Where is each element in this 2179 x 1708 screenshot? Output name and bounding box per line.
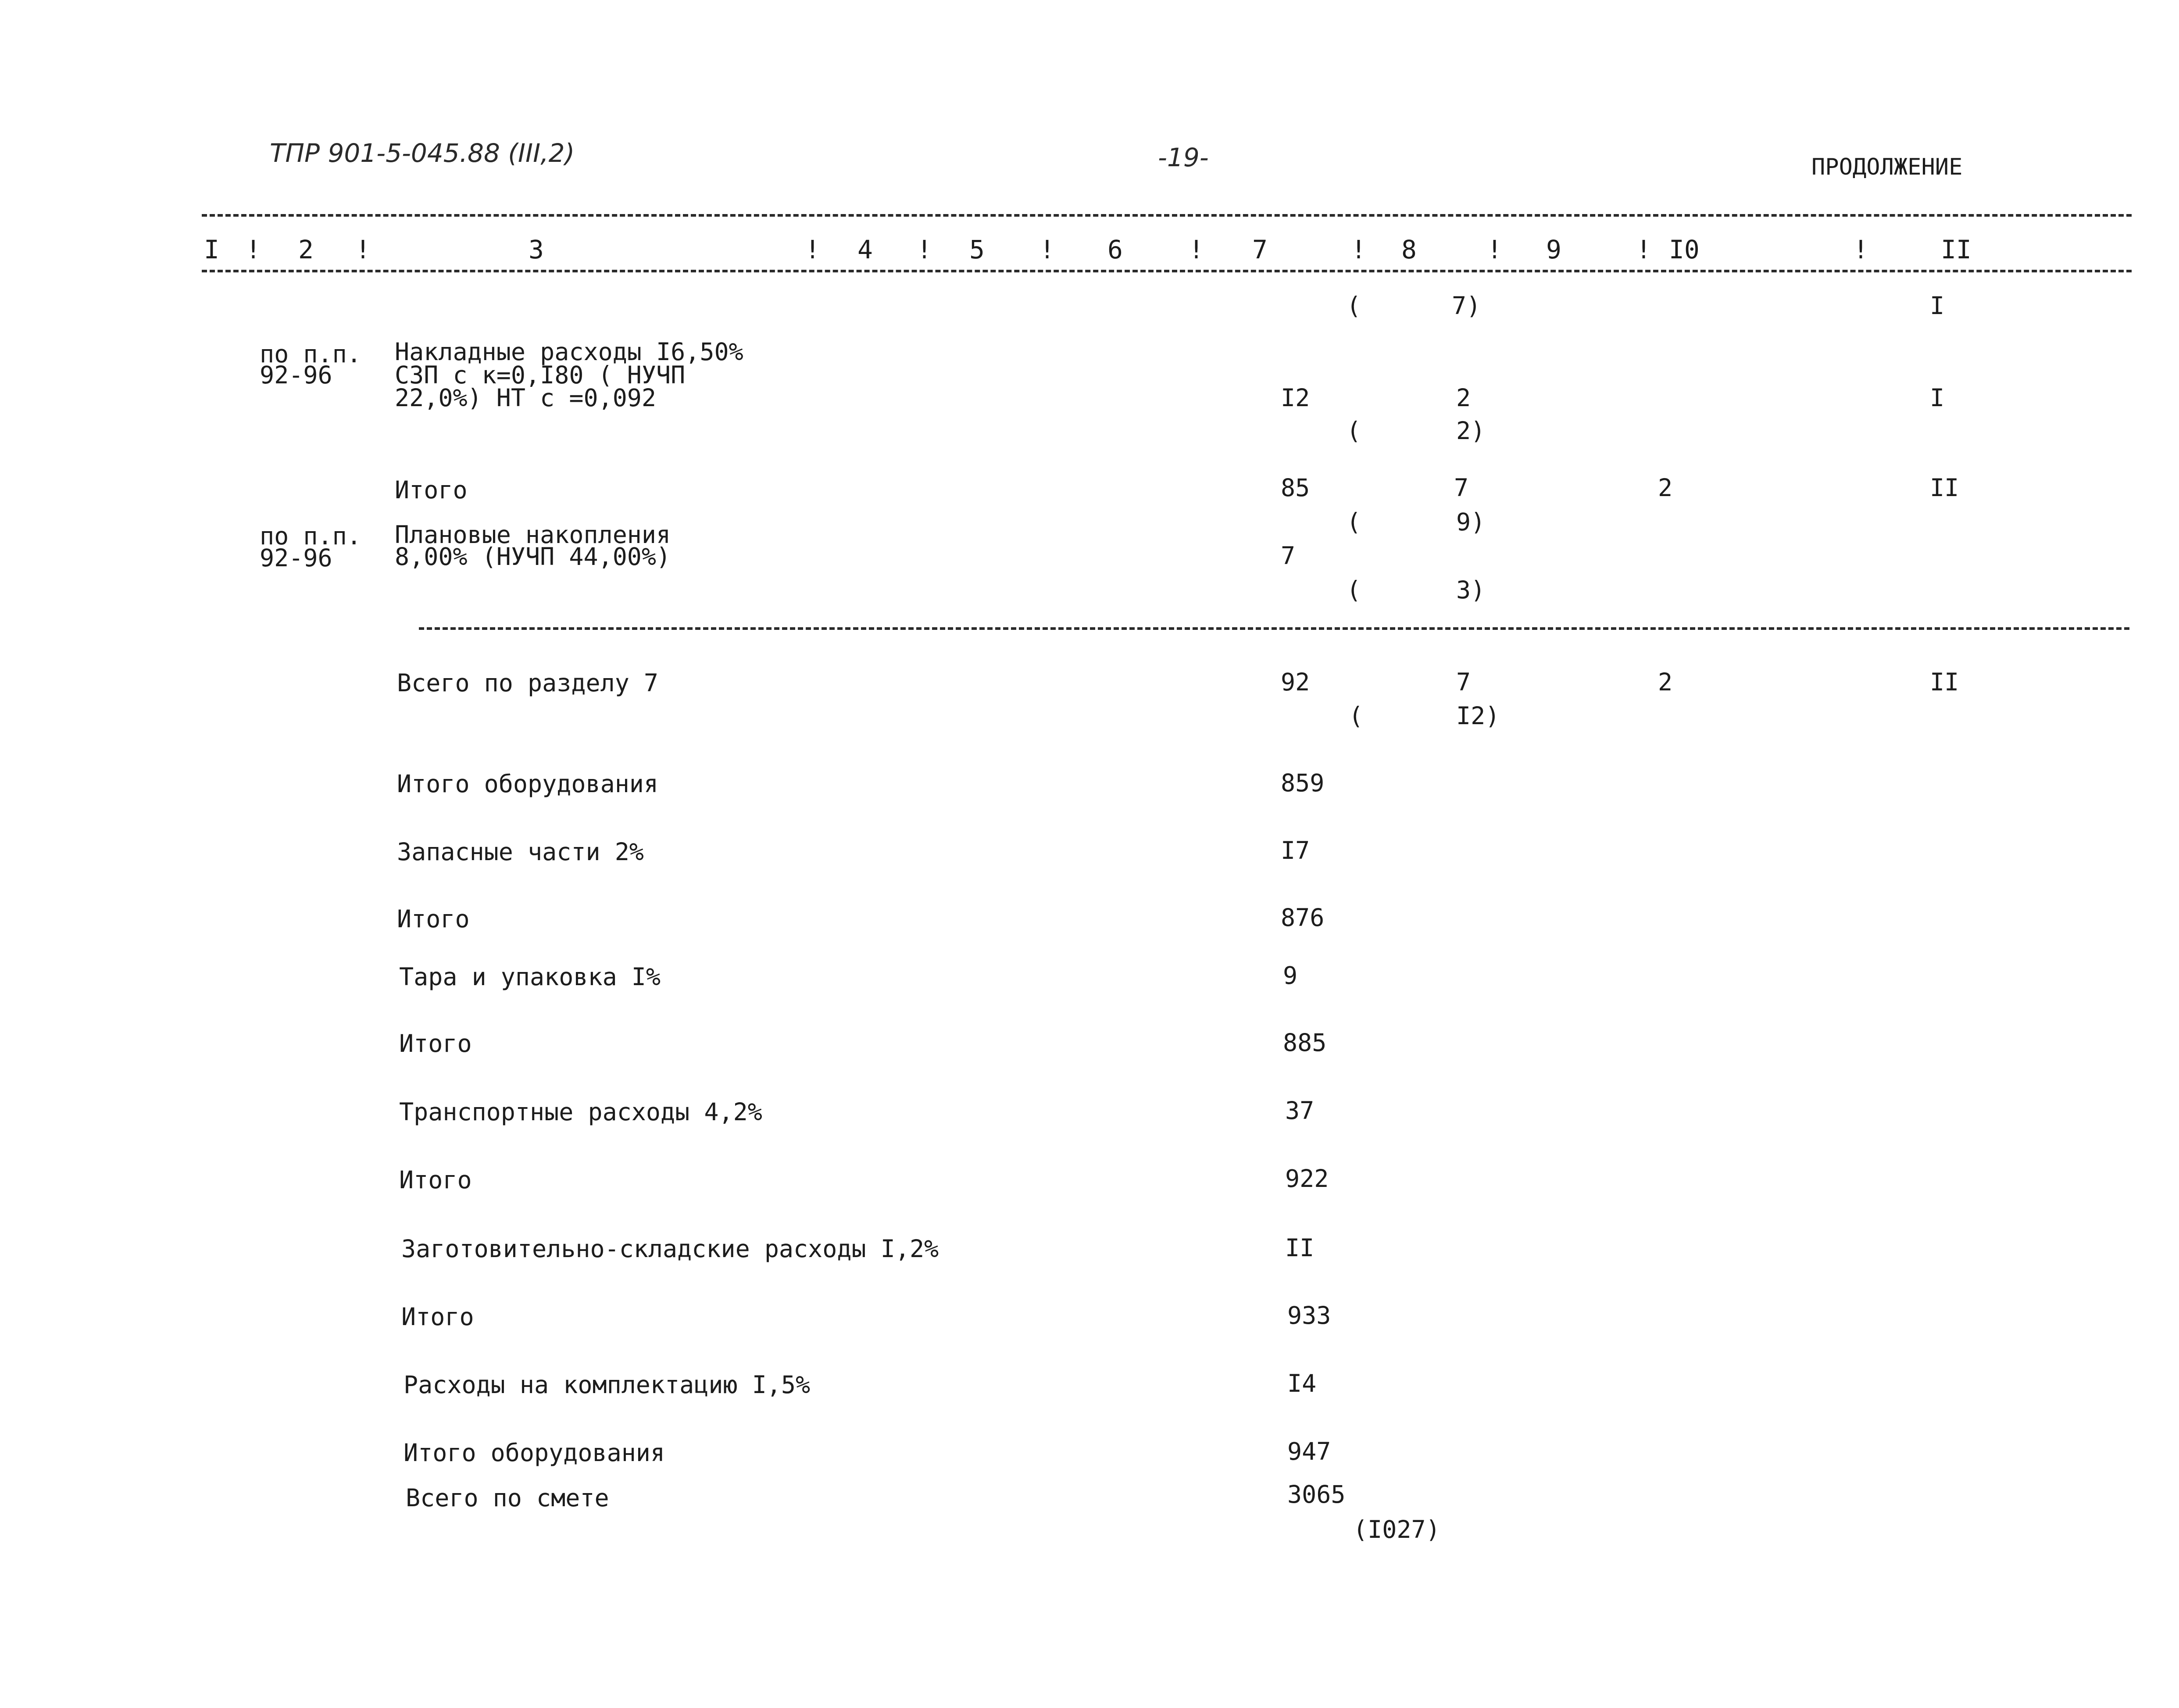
summary-label: Запасные части 2% (397, 838, 644, 866)
summary-label: Итого (399, 1166, 472, 1194)
row-description-line-1: Накладные расходы I6,50% (395, 338, 743, 366)
col-number-9: 9 (1546, 235, 1561, 264)
cell-col8-paren: 9) (1456, 508, 1486, 536)
cell-col7: 7 (1281, 542, 1296, 570)
col-number-1: I (204, 235, 219, 264)
summary-label: Итого оборудования (404, 1439, 665, 1467)
col-separator: ! (1487, 235, 1502, 264)
row-description-line-3: 22,0%) НТ с =0,092 (395, 384, 657, 412)
summary-label: Итого (397, 905, 470, 933)
cell-col8: 2 (1456, 384, 1471, 412)
summary-label: Заготовительно-складские расходы I,2% (401, 1235, 939, 1263)
summary-label: Транспортные расходы 4,2% (399, 1098, 762, 1126)
cell-col11: II (1930, 474, 1959, 502)
summary-value: 933 (1287, 1301, 1331, 1329)
summary-value: 876 (1281, 904, 1325, 932)
summary-label: Итого оборудования (397, 770, 659, 798)
col-separator: ! (246, 235, 261, 264)
row-description-line-2: 8,00% (НУЧП 44,00%) (395, 543, 671, 571)
summary-value: 859 (1281, 769, 1325, 797)
col-number-4: 4 (857, 235, 873, 264)
cell-col10: 2 (1658, 668, 1673, 696)
row-description: Итого (395, 476, 468, 504)
cell-col7: 85 (1281, 474, 1310, 502)
cell-col8: 7 (1454, 474, 1469, 502)
cell-col8: 7 (1456, 668, 1471, 696)
summary-value: II (1285, 1234, 1315, 1262)
row-description-line-2: СЗП с к=0,I80 ( НУЧП (395, 361, 686, 389)
summary-value: 885 (1283, 1029, 1327, 1057)
header-top-rule (202, 214, 2132, 217)
summary-label: Тара и упаковка I% (399, 963, 661, 991)
summary-label: Итого (401, 1303, 474, 1331)
col-separator: ! (1636, 235, 1651, 264)
cell-col8-paren: 3) (1456, 576, 1486, 604)
page-number: -19- (1158, 143, 1209, 172)
col-separator: ! (805, 235, 820, 264)
header-bottom-rule (202, 270, 2132, 272)
grand-total-label: Всего по смете (406, 1484, 609, 1512)
ref-label: по п.п. (260, 522, 361, 550)
continuation-label: ПРОДОЛЖЕНИЕ (1811, 154, 1963, 180)
col-number-5: 5 (969, 235, 985, 264)
col-number-11: II (1941, 235, 1972, 264)
summary-value: I4 (1287, 1369, 1317, 1397)
cell-col11: II (1930, 668, 1959, 696)
document-code: ТПР 901-5-045.88 (III,2) (270, 138, 575, 168)
col-separator: ! (355, 235, 371, 264)
row-description-line-1: Плановые накопления (395, 521, 671, 549)
col-number-7: 7 (1252, 235, 1268, 264)
col-number-8: 8 (1401, 235, 1417, 264)
grand-total-value: 3065 (1287, 1480, 1346, 1508)
summary-value: 922 (1285, 1165, 1329, 1193)
cell-col8-paren: I2) (1456, 702, 1500, 730)
summary-label: Расходы на комплектацию I,5% (404, 1371, 811, 1399)
paren-open: ( (1347, 417, 1361, 445)
cell-col10: 2 (1658, 474, 1673, 502)
summary-value: 947 (1287, 1437, 1331, 1465)
cell-col8-paren: 2) (1456, 417, 1486, 445)
paren-open: ( (1349, 702, 1364, 730)
paren-open: ( (1347, 576, 1361, 604)
col-separator: ! (1189, 235, 1204, 264)
summary-label: Итого (399, 1029, 472, 1058)
cell-col11: I (1930, 384, 1945, 412)
col-separator: ! (1351, 235, 1366, 264)
cell-col7: 92 (1281, 668, 1310, 696)
col-separator: ! (1039, 235, 1055, 264)
summary-value: 9 (1283, 961, 1298, 990)
paren-open: ( (1347, 508, 1361, 536)
ref-range: 92-96 (260, 544, 332, 572)
col-separator: ! (1853, 235, 1868, 264)
section-total-label: Всего по разделу 7 (397, 669, 659, 697)
section-separator-rule (419, 627, 2129, 630)
grand-total-paren: (I027) (1353, 1515, 1440, 1544)
summary-value: I7 (1281, 836, 1310, 865)
ref-range: 92-96 (260, 361, 332, 389)
col-number-6: 6 (1107, 235, 1123, 264)
cell-col7: I2 (1281, 384, 1310, 412)
cell-col8: 7) (1452, 292, 1481, 320)
col-number-3: 3 (529, 235, 544, 264)
summary-value: 37 (1285, 1097, 1315, 1125)
col-separator: ! (917, 235, 932, 264)
paren-open: ( (1347, 292, 1361, 320)
col-number-2: 2 (298, 235, 314, 264)
col-number-10: I0 (1669, 235, 1700, 264)
cell-col11: I (1930, 292, 1945, 320)
ref-label: по п.п. (260, 340, 361, 368)
